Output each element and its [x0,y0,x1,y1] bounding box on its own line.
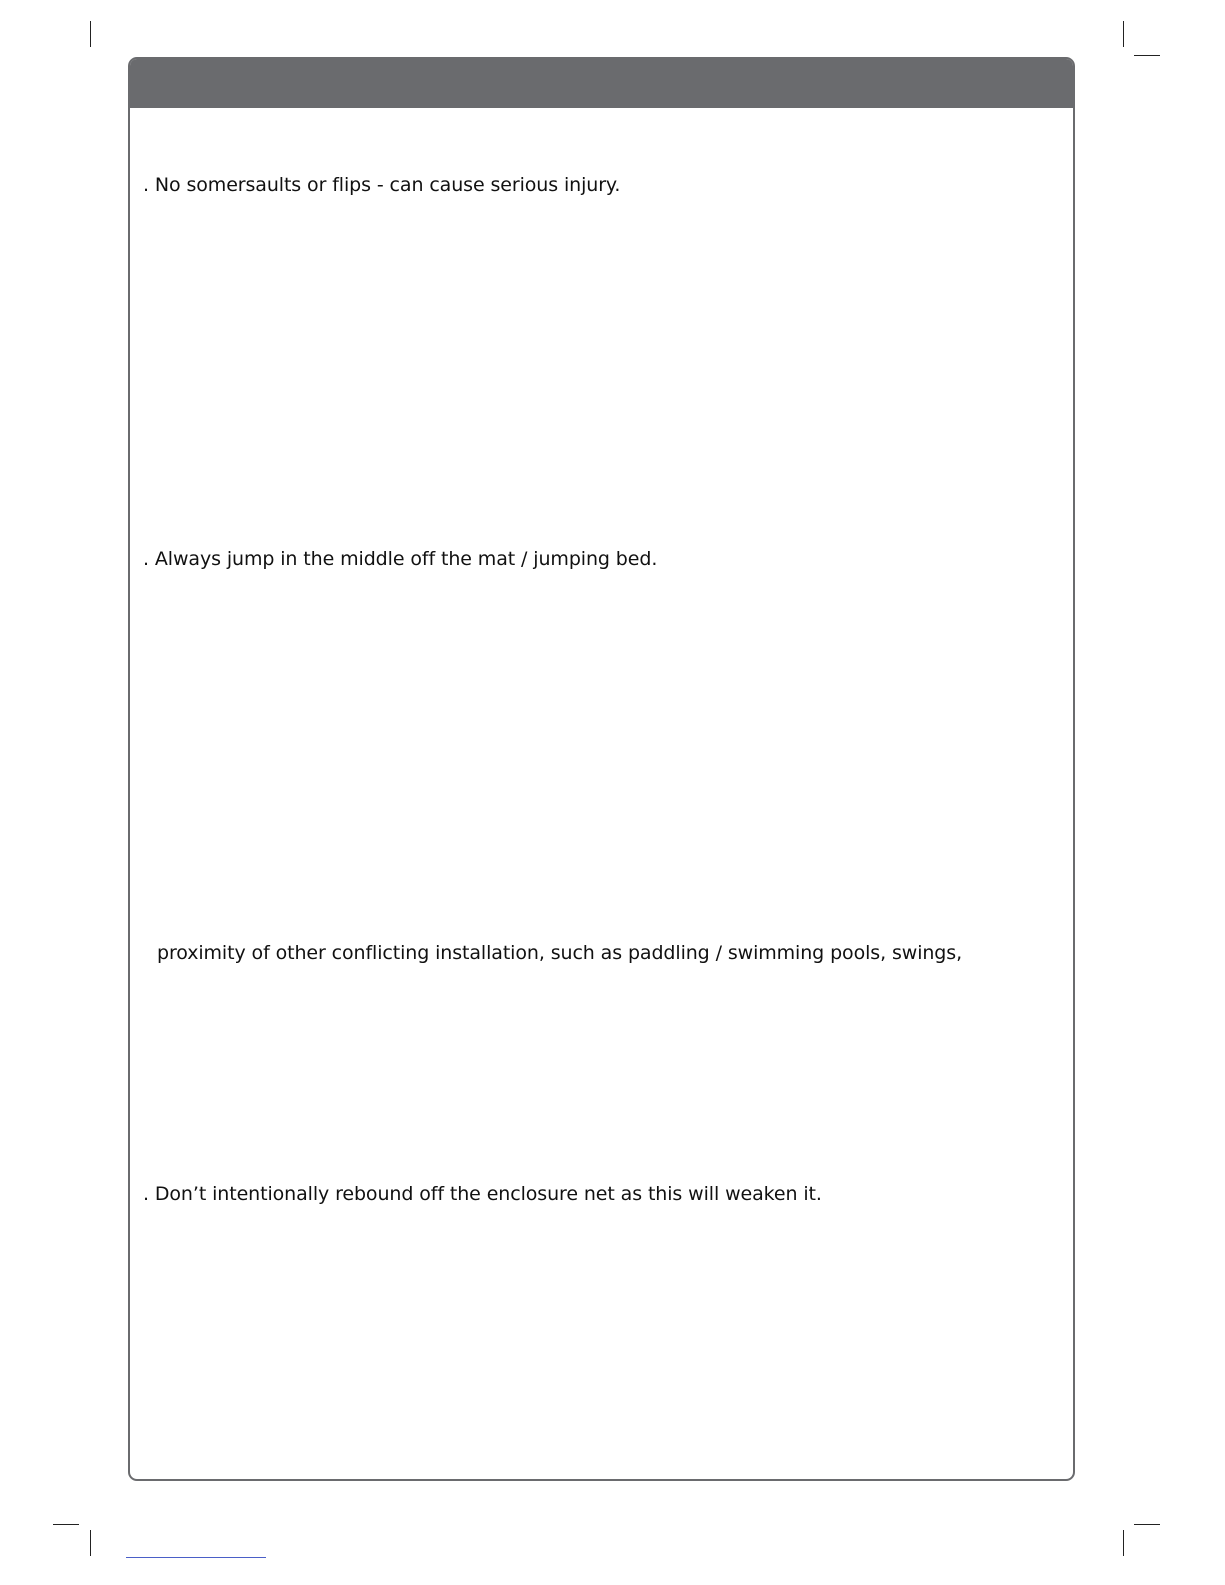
bottom-underline-mark [126,1557,266,1558]
crop-mark-bottom-right-horizontal [1134,1524,1160,1525]
crop-mark-top-left [90,21,91,47]
safety-panel [128,57,1075,1481]
rule-no-rebound-net: . Don’t intentionally rebound off the enclosure net as this will weaken it. [143,1183,822,1205]
rule-jump-middle: . Always jump in the middle off the mat / jumping bed. [143,548,658,570]
crop-mark-bottom-left-horizontal [53,1524,79,1525]
crop-mark-top-right [1123,21,1124,47]
rule-no-somersaults: . No somersaults or flips - can cause serious injury. [143,174,621,196]
crop-mark-bottom-right [1123,1530,1124,1556]
rule-proximity-installations: proximity of other conflicting installation, such as paddling / swimming pools, swings, [157,942,963,964]
panel-header-bar [130,59,1073,108]
crop-mark-bottom-left [90,1530,91,1556]
crop-mark-top-right-horizontal [1134,55,1160,56]
